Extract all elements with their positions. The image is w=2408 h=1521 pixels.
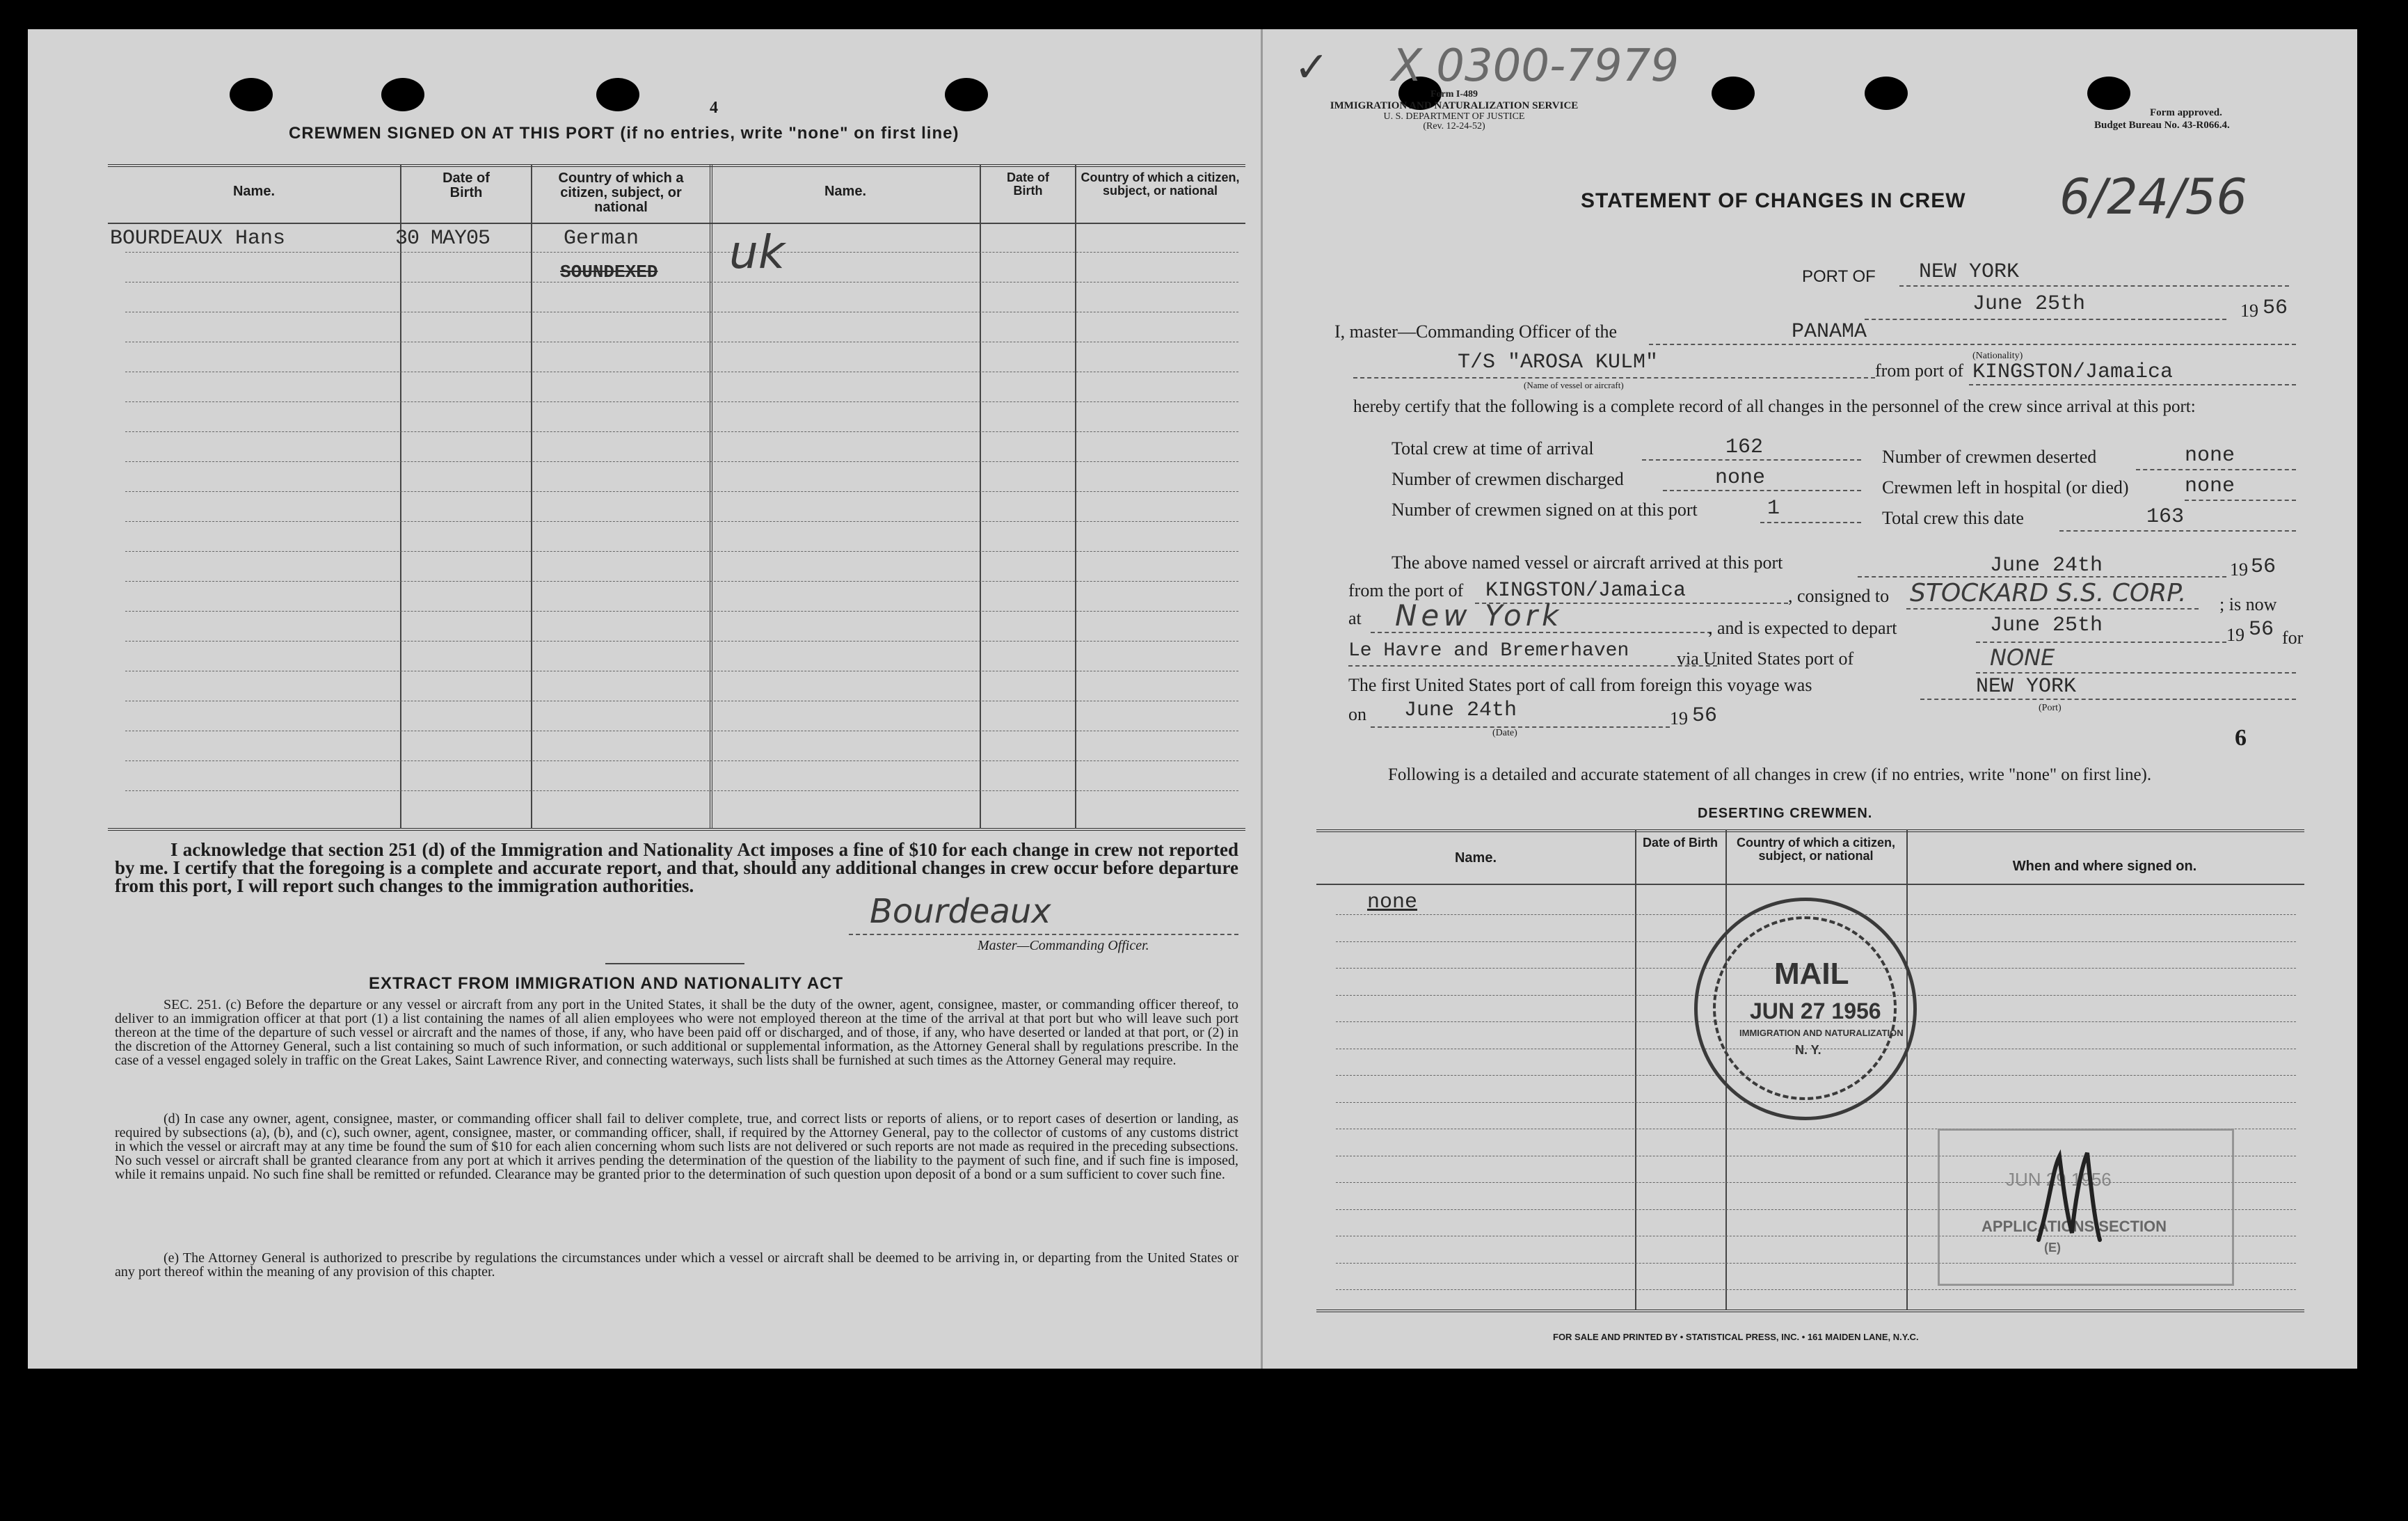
via-label: via United States port of bbox=[1677, 648, 1854, 669]
statement-title: STATEMENT OF CHANGES IN CREW bbox=[1581, 189, 1966, 212]
nationality-caption: (Nationality) bbox=[1972, 351, 2023, 361]
handwritten-reference: X 0300-7979 bbox=[1392, 40, 1680, 92]
total-today-value: 163 bbox=[2146, 505, 2185, 529]
col-header-name: Name. bbox=[1454, 850, 1497, 866]
port-caption: (Port) bbox=[2039, 703, 2062, 713]
master-label: I, master—Commanding Officer of the bbox=[1334, 321, 1618, 342]
form-number: Form I-489 bbox=[1430, 89, 1478, 99]
report-date: June 25th bbox=[1972, 292, 2086, 316]
row-rule bbox=[1336, 1289, 2296, 1290]
crew-country: German bbox=[564, 227, 639, 250]
vessel-caption: (Name of vessel or aircraft) bbox=[1524, 380, 1624, 390]
date-caption: (Date) bbox=[1492, 728, 1517, 738]
punch-hole bbox=[596, 78, 639, 111]
depart-date: June 25th bbox=[1990, 614, 2103, 637]
col-divider bbox=[710, 164, 712, 829]
year-prefix: 19 bbox=[1670, 708, 1688, 728]
arrived-date: June 24th bbox=[1990, 554, 2103, 578]
col-divider bbox=[1075, 164, 1076, 829]
year-prefix: 19 bbox=[2226, 625, 2244, 645]
col-header-dob: Date of Birth bbox=[442, 170, 490, 200]
field-line bbox=[1920, 699, 2296, 700]
col-header-dob: Date of Birth bbox=[1643, 836, 1718, 850]
via-port: NONE bbox=[1990, 644, 2055, 671]
field-line bbox=[2136, 469, 2296, 470]
field-line bbox=[1642, 459, 1861, 461]
first-port: NEW YORK bbox=[1976, 675, 2077, 699]
for-label: for bbox=[2282, 628, 2304, 648]
punch-hole bbox=[1712, 77, 1755, 110]
report-year: 56 bbox=[2263, 296, 2288, 320]
master-signature: Bourdeaux bbox=[870, 892, 1051, 931]
mail-postmark-stamp bbox=[1694, 898, 1917, 1120]
deserted-value: none bbox=[2185, 444, 2235, 468]
hospital-value: none bbox=[2185, 475, 2235, 498]
row-rule bbox=[125, 521, 1238, 522]
field-line bbox=[1348, 665, 1717, 667]
total-arrival-label: Total crew at time of arrival bbox=[1392, 438, 1594, 459]
col-header-dob-2: Date of Birth bbox=[1006, 170, 1049, 198]
document-sheet bbox=[28, 29, 2357, 1369]
table-header-rule bbox=[1316, 884, 2304, 885]
applications-stamp-sub: (E) bbox=[2044, 1241, 2061, 1255]
deserted-label: Number of crewmen deserted bbox=[1882, 447, 2097, 467]
port-value: NEW YORK bbox=[1919, 260, 2020, 284]
arrived-year: 56 bbox=[2251, 555, 2277, 579]
vessel-line bbox=[1353, 377, 1875, 379]
nationality-line bbox=[1649, 344, 2296, 345]
discharged-value: none bbox=[1715, 466, 1766, 490]
expected-label: , and is expected to depart bbox=[1708, 618, 1897, 638]
row-rule bbox=[125, 581, 1238, 582]
nationality-value: PANAMA bbox=[1792, 320, 1867, 344]
revision: (Rev. 12-24-52) bbox=[1423, 121, 1485, 132]
col-header-country: Country of which a citizen, subject, or national bbox=[558, 170, 684, 215]
from-the-port-label: from the port of bbox=[1348, 580, 1464, 600]
row-rule bbox=[125, 431, 1238, 432]
first-year: 56 bbox=[1692, 704, 1718, 728]
port-line bbox=[1899, 285, 2289, 287]
port-label: PORT OF bbox=[1802, 267, 1876, 286]
stamp-agency: IMMIGRATION AND NATURALIZATION bbox=[1739, 1028, 1904, 1038]
crew-dob: 30 MAY05 bbox=[395, 227, 491, 250]
consigned-to: STOCKARD S.S. CORP. bbox=[1910, 579, 2187, 607]
department: U. S. DEPARTMENT OF JUSTICE bbox=[1383, 111, 1525, 122]
on-label: on bbox=[1348, 704, 1366, 724]
crew-name: BOURDEAUX Hans bbox=[110, 227, 286, 250]
page-number: 4 bbox=[710, 99, 718, 117]
col-header-name-2: Name. bbox=[824, 184, 867, 199]
handwritten-initial-mark bbox=[2032, 1142, 2122, 1247]
stamp-city: N. Y. bbox=[1795, 1043, 1821, 1057]
year-prefix: 19 bbox=[2230, 559, 2248, 580]
budget-number: Budget Bureau No. 43-R066.4. bbox=[2094, 120, 2230, 131]
soundexed-stamp: SOUNDEXED bbox=[560, 262, 658, 282]
from-port-value: KINGSTON/Jamaica bbox=[1972, 360, 2174, 384]
row-rule bbox=[125, 760, 1238, 761]
printer-footer: FOR SALE AND PRINTED BY • STATISTICAL PRESS, INC. • 161 MAIDEN LANE, N.Y.C. bbox=[1553, 1332, 1919, 1342]
hospital-label: Crewmen left in hospital (or died) bbox=[1882, 477, 2129, 497]
signature-caption: Master—Commanding Officer. bbox=[978, 938, 1149, 953]
punch-hole bbox=[381, 78, 424, 111]
depart-year: 56 bbox=[2249, 618, 2274, 642]
now-at: New York bbox=[1395, 598, 1563, 632]
row-rule bbox=[125, 491, 1238, 492]
consigned-label: , consigned to bbox=[1788, 586, 1890, 606]
page-fold bbox=[1261, 29, 1263, 1369]
deserting-title: DESERTING CREWMEN. bbox=[1698, 806, 1873, 821]
handwritten-initials: uk bbox=[729, 225, 786, 279]
is-now-label: ; is now bbox=[2219, 594, 2277, 614]
acknowledgement-text: I acknowledge that section 251 (d) of the Immigration and Nationality Act imposes a fine of $10 for each change in crew not reported by me. I certify that the foregoing is a complete and accurate report, and that, should any additional changes in crew occur before departure from this port, I will report such changes to the immigration authorities. bbox=[115, 839, 1238, 896]
field-line bbox=[1976, 672, 2296, 674]
field-line bbox=[1371, 726, 1670, 728]
row-rule bbox=[125, 401, 1238, 402]
col-header-country: Country of which a citizen, subject, or national bbox=[1736, 836, 1895, 863]
row-rule bbox=[125, 790, 1238, 791]
total-arrival-value: 162 bbox=[1725, 436, 1764, 459]
at-label: at bbox=[1348, 608, 1362, 628]
extract-section-d: (d) In case any owner, agent, consignee, master, or commanding officer shall fail to deliver complete, true, and correct lists or reports of aliens, or to report cases of desertion or landing, as required by subsections (a), (b), and (c), such owner, agent, consignee, master, or commanding officer, shall, if required by the Attorney General, pay to the collector of customs of any customs district in which the vessel or aircraft may at any time be found the sum of $10 for each alien concerning whom such lists are not delivered or such reports are not made as required in the preceding subsections. No such vessel or aircraft shall be granted clearance from any port at which it arrives pending the determination of the question of the liability to the payment of such fine, and if such fine is imposed, while it remains unpaid. No such fine shall be remitted or refunded. Clearance may be granted prior to the determination of such question upon deposit of a bond or a sum sufficient to cover such fine. bbox=[115, 1111, 1238, 1182]
signed-on-label: Number of crewmen signed on at this port bbox=[1392, 500, 1698, 520]
vessel-name: T/S "AROSA KULM" bbox=[1458, 351, 1659, 374]
year-prefix: 19 bbox=[2240, 301, 2258, 321]
col-header-signed-on: When and where signed on. bbox=[2012, 859, 2197, 874]
table-bottom-rule bbox=[1316, 1309, 2304, 1312]
col-divider bbox=[531, 164, 532, 829]
first-date: June 24th bbox=[1404, 699, 1517, 722]
section-title: CREWMEN SIGNED ON AT THIS PORT (if no entries, write "none" on first line) bbox=[289, 124, 959, 143]
first-port-label: The first United States port of call from foreign this voyage was bbox=[1348, 675, 1812, 695]
stamp-mail-text: MAIL bbox=[1774, 957, 1849, 991]
col-header-country-2: Country of which a citizen, subject, or national bbox=[1081, 170, 1240, 198]
discharged-label: Number of crewmen discharged bbox=[1392, 469, 1624, 489]
row-rule bbox=[125, 611, 1238, 612]
col-divider bbox=[400, 164, 401, 829]
punch-hole bbox=[2087, 77, 2130, 110]
checkmark: ✓ bbox=[1294, 43, 1330, 92]
field-line bbox=[1760, 522, 1861, 523]
row-rule bbox=[125, 252, 1238, 253]
row-rule bbox=[125, 641, 1238, 642]
budget-approved: Form approved. bbox=[2150, 107, 2222, 118]
from-port-line bbox=[1969, 384, 2296, 385]
page-marker: 6 bbox=[2235, 725, 2247, 751]
stamp-date: JUN 27 1956 bbox=[1750, 998, 1881, 1024]
following-text: Following is a detailed and accurate statement of all changes in crew (if no entries, write "none" on first line). bbox=[1388, 765, 2152, 784]
field-line bbox=[1976, 642, 2226, 643]
punch-hole bbox=[230, 78, 273, 111]
arrived-label: The above named vessel or aircraft arrived at this port bbox=[1392, 552, 1783, 573]
field-line bbox=[1906, 608, 2199, 610]
handwritten-date: 6/24/56 bbox=[2059, 168, 2247, 225]
signature-line bbox=[849, 934, 1238, 935]
certify-text: hereby certify that the following is a complete record of all changes in the personnel of the crew since arrival at this port: bbox=[1353, 397, 2196, 416]
field-line bbox=[2185, 500, 2296, 501]
col-divider bbox=[1906, 829, 1908, 1309]
punch-hole bbox=[945, 78, 988, 111]
extract-section-c: SEC. 251. (c) Before the departure or any vessel or aircraft from any port in the United States, it shall be the duty of the owner, agent, consignee, master, or commanding officer thereof, to deliver to an immigration officer at that port (1) a list containing the names of all alien employees who were not employed thereon at the time of the arrival at that port but who will leave such port thereon at the time of the departure of such vessel or aircraft and the names of those, if any, who have been paid off or discharged, and of those, if any, who have deserted or landed at that port, or (2) in the discretion of the Attorney General, such a list containing so much of such information, or such additional or supplemental information, as the Attorney General shall by regulations prescribe. In the case of a vessel engaged solely in traffic on the Great Lakes, Saint Lawrence River, and connecting waterways, such lists shall be furnished at such times as the Attorney General may require. bbox=[115, 997, 1238, 1068]
row-rule bbox=[125, 551, 1238, 552]
extract-section-e: (e) The Attorney General is authorized to prescribe by regulations the circumstances under which a vessel or aircraft shall be deemed to be arriving in, or departing from the United States or any port thereof within the meaning of any provision of this chapter. bbox=[115, 1250, 1238, 1280]
col-divider bbox=[980, 164, 981, 829]
arrived-from: KINGSTON/Jamaica bbox=[1485, 579, 1687, 603]
from-port-label: from port of bbox=[1875, 360, 1964, 381]
date-line bbox=[1865, 319, 2226, 320]
divider bbox=[605, 963, 744, 964]
field-line bbox=[1663, 490, 1861, 491]
extract-title: EXTRACT FROM IMMIGRATION AND NATIONALITY ACT bbox=[369, 974, 844, 993]
applications-stamp-date: JUN 29 1956 bbox=[2006, 1169, 2112, 1190]
applications-stamp-text: APPLICATIONS SECTION bbox=[1982, 1218, 2167, 1235]
destination: Le Havre and Bremerhaven bbox=[1348, 640, 1629, 662]
agency: IMMIGRATION AND NATURALIZATION SERVICE bbox=[1330, 100, 1579, 111]
col-header-name: Name. bbox=[232, 184, 276, 199]
signed-on-value: 1 bbox=[1767, 497, 1780, 520]
field-line bbox=[2059, 530, 2296, 532]
punch-hole bbox=[1865, 77, 1908, 110]
total-today-label: Total crew this date bbox=[1882, 508, 2024, 528]
table-top-rule bbox=[1316, 829, 2304, 832]
col-divider bbox=[1635, 829, 1636, 1309]
deserting-name: none bbox=[1367, 891, 1418, 914]
row-rule bbox=[125, 461, 1238, 462]
